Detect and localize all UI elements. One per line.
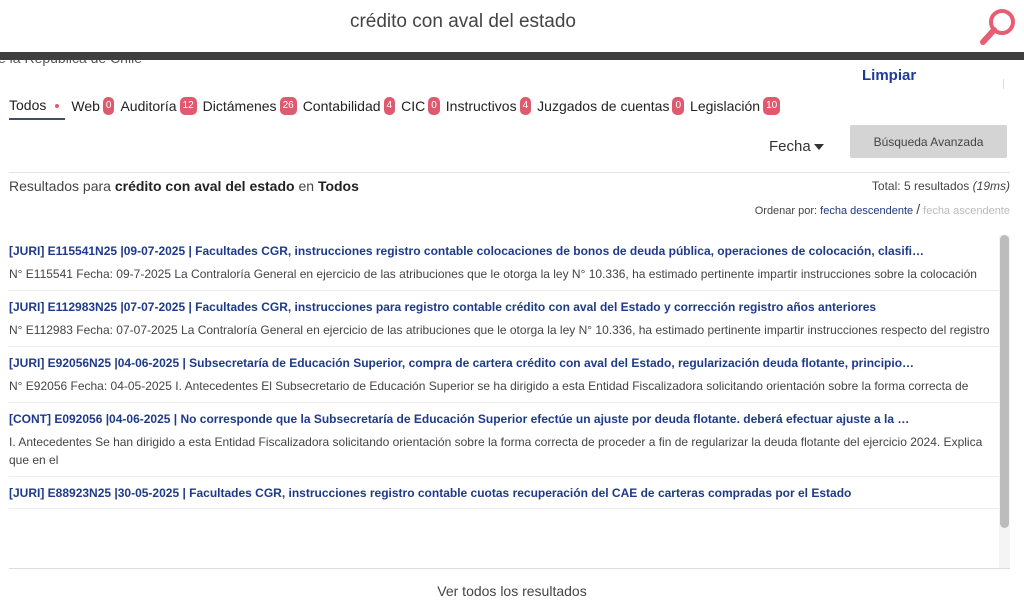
- results-summary: [9, 178, 359, 194]
- tab-label: Web: [71, 98, 100, 114]
- result-snippet: N° E115541 Fecha: 09-7-2025 La Contraloría General en ejercicio de las atribuciones que le otorga la ley N° 10.336, ha estimado pertinente impartir instrucciones sobre la colocación: [9, 267, 977, 281]
- divider: [9, 568, 1010, 569]
- search-input[interactable]: crédito con aval del estado: [349, 11, 577, 32]
- summary-query: crédito con aval del estado: [114, 178, 295, 194]
- active-dot-icon: [55, 104, 59, 108]
- count-badge: 4: [520, 97, 532, 115]
- tab-label: Dictámenes: [202, 98, 277, 114]
- result-title-link[interactable]: [JURI] E115541N25 |09-07-2025 | Facultades CGR, instrucciones registro contable colocaciones de bonos de deuda pública, operaciones de colocación, clasifi…: [9, 244, 925, 258]
- order-by: [755, 201, 1010, 217]
- summary-in: en: [298, 178, 315, 194]
- tab-todos[interactable]: [9, 92, 65, 120]
- result-snippet: N° E112983 Fecha: 07-07-2025 La Contraloría General en ejercicio de las atribuciones que le otorga la ley N° 10.336, ha estimado pertinente impartir instrucciones respecto del registro: [9, 323, 990, 337]
- order-desc-link[interactable]: fecha descendente: [820, 205, 914, 217]
- total-results: [872, 179, 1010, 193]
- count-badge: 4: [384, 97, 396, 115]
- search-bar: [0, 0, 1024, 52]
- scrollbar-thumb[interactable]: [1000, 235, 1009, 528]
- result-snippet: N° E92056 Fecha: 04-05-2025 I. Antecedentes El Subsecretario de Educación Superior se ha dirigido a esta Entidad Fiscalizadora solicitando orientación sobre la forma correcta de: [9, 379, 969, 393]
- tab-web[interactable]: [71, 92, 114, 120]
- result-title-link[interactable]: [JURI] E112983N25 |07-07-2025 | Facultades CGR, instrucciones para registro contable crédito con aval del Estado y corrección registro años anteriores: [9, 300, 877, 314]
- tab-label: Todos: [9, 97, 47, 113]
- divider: [9, 172, 1010, 173]
- count-badge: 0: [672, 97, 684, 115]
- tab-label: Legislación: [690, 98, 761, 114]
- caret-down-icon: [814, 144, 824, 150]
- tab-dictamenes[interactable]: [203, 92, 297, 120]
- order-asc-link[interactable]: fecha ascendente: [923, 205, 1010, 217]
- count-badge: 0: [103, 97, 115, 115]
- clear-button[interactable]: Limpiar: [862, 67, 917, 84]
- result-item: [9, 477, 999, 509]
- order-prefix: Ordenar por:: [754, 205, 818, 217]
- tab-auditoria[interactable]: [120, 92, 196, 120]
- tab-contabilidad[interactable]: [303, 92, 395, 120]
- advanced-search-button[interactable]: Búsqueda Avanzada: [850, 125, 1007, 158]
- result-item: [9, 235, 999, 291]
- sort-dropdown[interactable]: [769, 138, 824, 155]
- result-title-link[interactable]: [CONT] E092056 |04-06-2025 | No corresponde que la Subsecretaría de Educación Superior efectúe un ajuste por deuda flotante. deberá efectuar ajuste a la …: [9, 412, 910, 426]
- result-item: [9, 347, 999, 403]
- header-divider: [0, 52, 1024, 60]
- query-time: (19ms): [972, 179, 1010, 193]
- summary-scope: Todos: [317, 178, 359, 194]
- result-item: [9, 291, 999, 347]
- tab-instructivos[interactable]: [446, 92, 531, 120]
- count-badge: 26: [280, 97, 297, 115]
- tab-juzgados-de-cuentas[interactable]: [537, 92, 684, 120]
- tab-label: Instructivos: [445, 98, 517, 114]
- result-snippet: I. Antecedentes Se han dirigido a esta Entidad Fiscalizadora solicitando orientación sobre la forma correcta de proceder a fin de regularizar la deuda flotante del ejercicio 2024. Explica que en el: [9, 435, 983, 467]
- count-badge: 0: [428, 97, 440, 115]
- summary-prefix: Resultados para: [9, 178, 111, 194]
- tab-legislacion[interactable]: [690, 92, 780, 120]
- category-tabs: [9, 92, 786, 124]
- search-icon[interactable]: [978, 6, 1020, 48]
- results-list: [9, 235, 999, 568]
- count-badge: 12: [180, 97, 197, 115]
- count-badge: 10: [763, 97, 780, 115]
- sort-label: Fecha: [769, 138, 811, 155]
- view-all-results-link[interactable]: Ver todos los resultados: [437, 583, 587, 599]
- tab-label: Juzgados de cuentas: [537, 98, 670, 114]
- tab-label: Contabilidad: [302, 98, 381, 114]
- result-item: [9, 403, 999, 477]
- total-text: Total: 5 resultados: [871, 179, 970, 193]
- divider: [1003, 79, 1004, 89]
- result-title-link[interactable]: [JURI] E88923N25 |30-05-2025 | Facultades CGR, instrucciones registro contable cuotas recuperación del CAE de carteras compradas por el Estado: [9, 486, 852, 500]
- result-title-link[interactable]: [JURI] E92056N25 |04-06-2025 | Subsecretaría de Educación Superior, compra de cartera crédito con aval del Estado, regularización deuda flotante, principio…: [9, 356, 915, 370]
- tab-label: Auditoría: [120, 98, 177, 114]
- order-separator: /: [916, 201, 921, 217]
- tab-label: CIC: [401, 98, 426, 114]
- tab-cic[interactable]: [401, 92, 440, 120]
